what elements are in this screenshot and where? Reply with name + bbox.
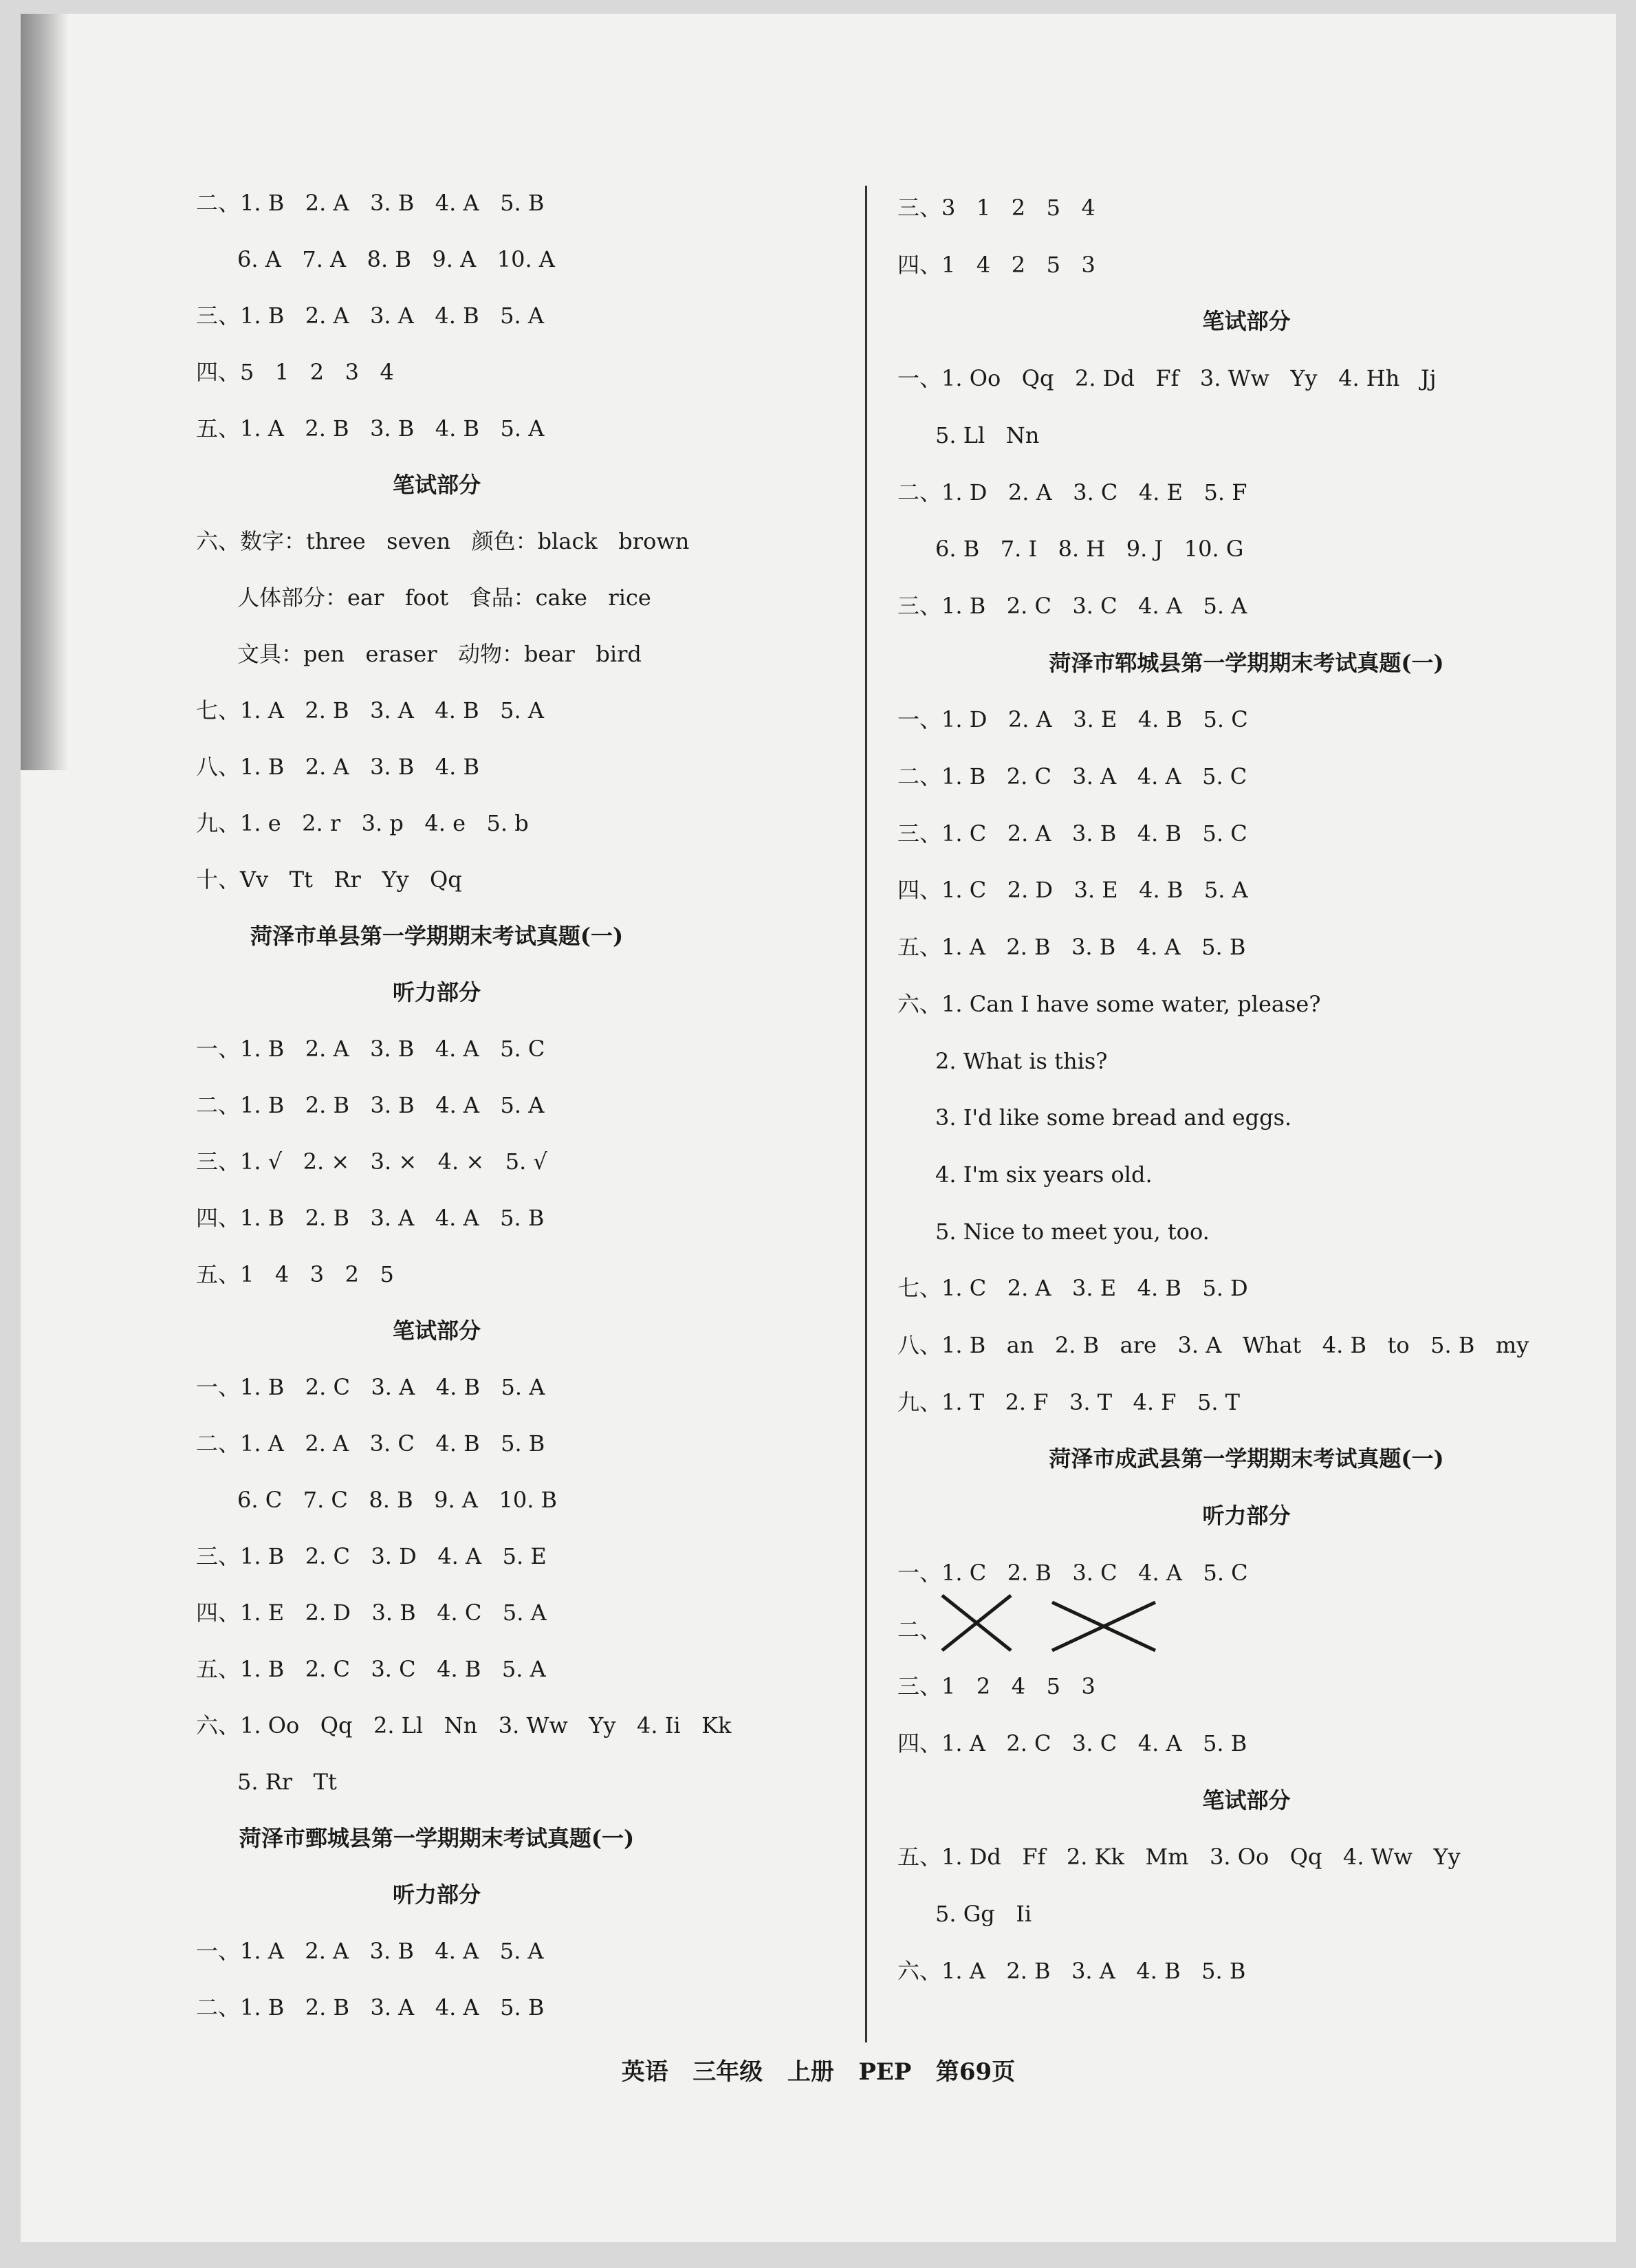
section-heading: 菏泽市郓城县第一学期期末考试真题(一)	[1049, 649, 1444, 676]
answer-line: 5. Rr Tt	[237, 1769, 337, 1795]
answer-line: 三、1. B 2. A 3. A 4. B 5. A	[196, 303, 544, 329]
answer-line: 3. I'd like some bread and eggs.	[935, 1104, 1292, 1131]
answer-line: 十、Vv Tt Rr Yy Qq	[196, 866, 462, 893]
answer-line: 四、1. B 2. B 3. A 4. A 5. B	[196, 1205, 545, 1231]
answer-line: 八、1. B 2. A 3. B 4. B	[196, 754, 480, 780]
answer-line: 三、1 2 4 5 3	[897, 1673, 1095, 1700]
answer-line: 四、1. A 2. C 3. C 4. A 5. B	[897, 1730, 1247, 1756]
answer-line: 6. C 7. C 8. B 9. A 10. B	[237, 1487, 558, 1513]
answer-line: 二、1. B 2. B 3. A 4. A 5. B	[196, 1994, 545, 2020]
section-heading: 笔试部分	[392, 472, 481, 498]
answer-line: 一、1. A 2. A 3. B 4. A 5. A	[196, 1938, 544, 1964]
column-divider	[865, 186, 867, 2042]
answer-line: 五、1 4 3 2 5	[196, 1261, 394, 1287]
answer-line: 三、1. B 2. C 3. D 4. A 5. E	[196, 1543, 547, 1569]
answer-line: 四、1. C 2. D 3. E 4. B 5. A	[897, 877, 1248, 904]
section-heading: 笔试部分	[1202, 1787, 1291, 1813]
answer-line: 6. B 7. I 8. H 9. J 10. G	[935, 536, 1244, 563]
answer-line: 五、1. A 2. B 3. B 4. A 5. B	[897, 934, 1246, 961]
answer-line: 六、数字：three seven 颜色：black brown	[196, 528, 690, 554]
answer-line: 5. Nice to meet you, too.	[935, 1218, 1210, 1245]
answer-line: 二、1. B 2. A 3. B 4. A 5. B	[196, 190, 545, 216]
page-footer: 英语 三年级 上册 PEP 第69页	[621, 2058, 1016, 2086]
answer-line: 四、1. E 2. D 3. B 4. C 5. A	[196, 1600, 547, 1626]
section-heading: 听力部分	[1202, 1503, 1291, 1529]
answer-line: 九、1. T 2. F 3. T 4. F 5. T	[897, 1388, 1241, 1415]
answer-line: 二、1. B 2. B 3. B 4. A 5. A	[196, 1092, 545, 1118]
answer-line: 五、1. Dd Ff 2. Kk Mm 3. Oo Qq 4. Ww Yy	[897, 1844, 1461, 1871]
section-heading: 菏泽市单县第一学期期末考试真题(一)	[250, 923, 624, 949]
answer-line: 六、1. Oo Qq 2. Ll Nn 3. Ww Yy 4. Ii Kk	[196, 1712, 732, 1738]
answer-line: 八、1. B an 2. B are 3. A What 4. B to 5. B my	[897, 1332, 1529, 1358]
answer-line: 人体部分：ear foot 食品：cake rice	[237, 585, 651, 611]
section-heading: 听力部分	[392, 1882, 481, 1908]
answer-line: 5. Gg Ii	[935, 1901, 1032, 1927]
answer-line: 二、1. B 2. C 3. A 4. A 5. C	[897, 763, 1247, 789]
answer-line: 一、1. Oo Qq 2. Dd Ff 3. Ww Yy 4. Hh Jj	[897, 365, 1437, 392]
answer-page	[21, 14, 1616, 2242]
answer-line: 四、5 1 2 3 4	[196, 359, 394, 385]
answer-line: 一、1. C 2. B 3. C 4. A 5. C	[897, 1559, 1248, 1586]
answer-line: 二、1. D 2. A 3. C 4. E 5. F	[897, 479, 1247, 505]
section-heading: 菏泽市成武县第一学期期末考试真题(一)	[1049, 1446, 1444, 1472]
answer-line: 六、1. Can I have some water, please?	[897, 990, 1321, 1017]
answer-line: 五、1. A 2. B 3. B 4. B 5. A	[196, 415, 545, 441]
answer-line: 4. I'm six years old.	[935, 1161, 1153, 1188]
section-heading: 笔试部分	[392, 1318, 481, 1344]
answer-line: 五、1. B 2. C 3. C 4. B 5. A	[196, 1656, 546, 1682]
answer-line: 2. What is this?	[935, 1047, 1108, 1074]
matching-lines-icon	[935, 1589, 1169, 1657]
answer-line: 三、3 1 2 5 4	[897, 195, 1095, 221]
section-heading: 笔试部分	[1202, 308, 1291, 335]
answer-line: 6. A 7. A 8. B 9. A 10. A	[237, 246, 555, 272]
answer-line: 一、1. D 2. A 3. E 4. B 5. C	[897, 706, 1248, 733]
answer-line: 二、1. A 2. A 3. C 4. B 5. B	[196, 1430, 545, 1457]
answer-line: 七、1. A 2. B 3. A 4. B 5. A	[196, 697, 544, 723]
section-heading: 听力部分	[392, 979, 481, 1005]
answer-line: 一、1. B 2. C 3. A 4. B 5. A	[196, 1374, 545, 1400]
answer-line: 四、1 4 2 5 3	[897, 251, 1095, 278]
answer-line: 七、1. C 2. A 3. E 4. B 5. D	[897, 1275, 1248, 1302]
answer-line: 5. Ll Nn	[935, 422, 1040, 448]
answer-line: 三、1. C 2. A 3. B 4. B 5. C	[897, 820, 1247, 847]
scan-shadow-edge	[21, 14, 69, 770]
answer-line: 六、1. A 2. B 3. A 4. B 5. B	[897, 1957, 1246, 1984]
answer-line: 一、1. B 2. A 3. B 4. A 5. C	[196, 1036, 545, 1062]
section-heading: 菏泽市鄄城县第一学期期末考试真题(一)	[239, 1825, 635, 1851]
answer-line: 二、	[897, 1616, 942, 1643]
answer-line: 九、1. e 2. r 3. p 4. e 5. b	[196, 810, 529, 836]
answer-line: 文具：pen eraser 动物：bear bird	[237, 641, 642, 667]
answer-line: 三、1. B 2. C 3. C 4. A 5. A	[897, 592, 1247, 619]
answer-line: 三、1. √ 2. × 3. × 4. × 5. √	[196, 1148, 547, 1175]
